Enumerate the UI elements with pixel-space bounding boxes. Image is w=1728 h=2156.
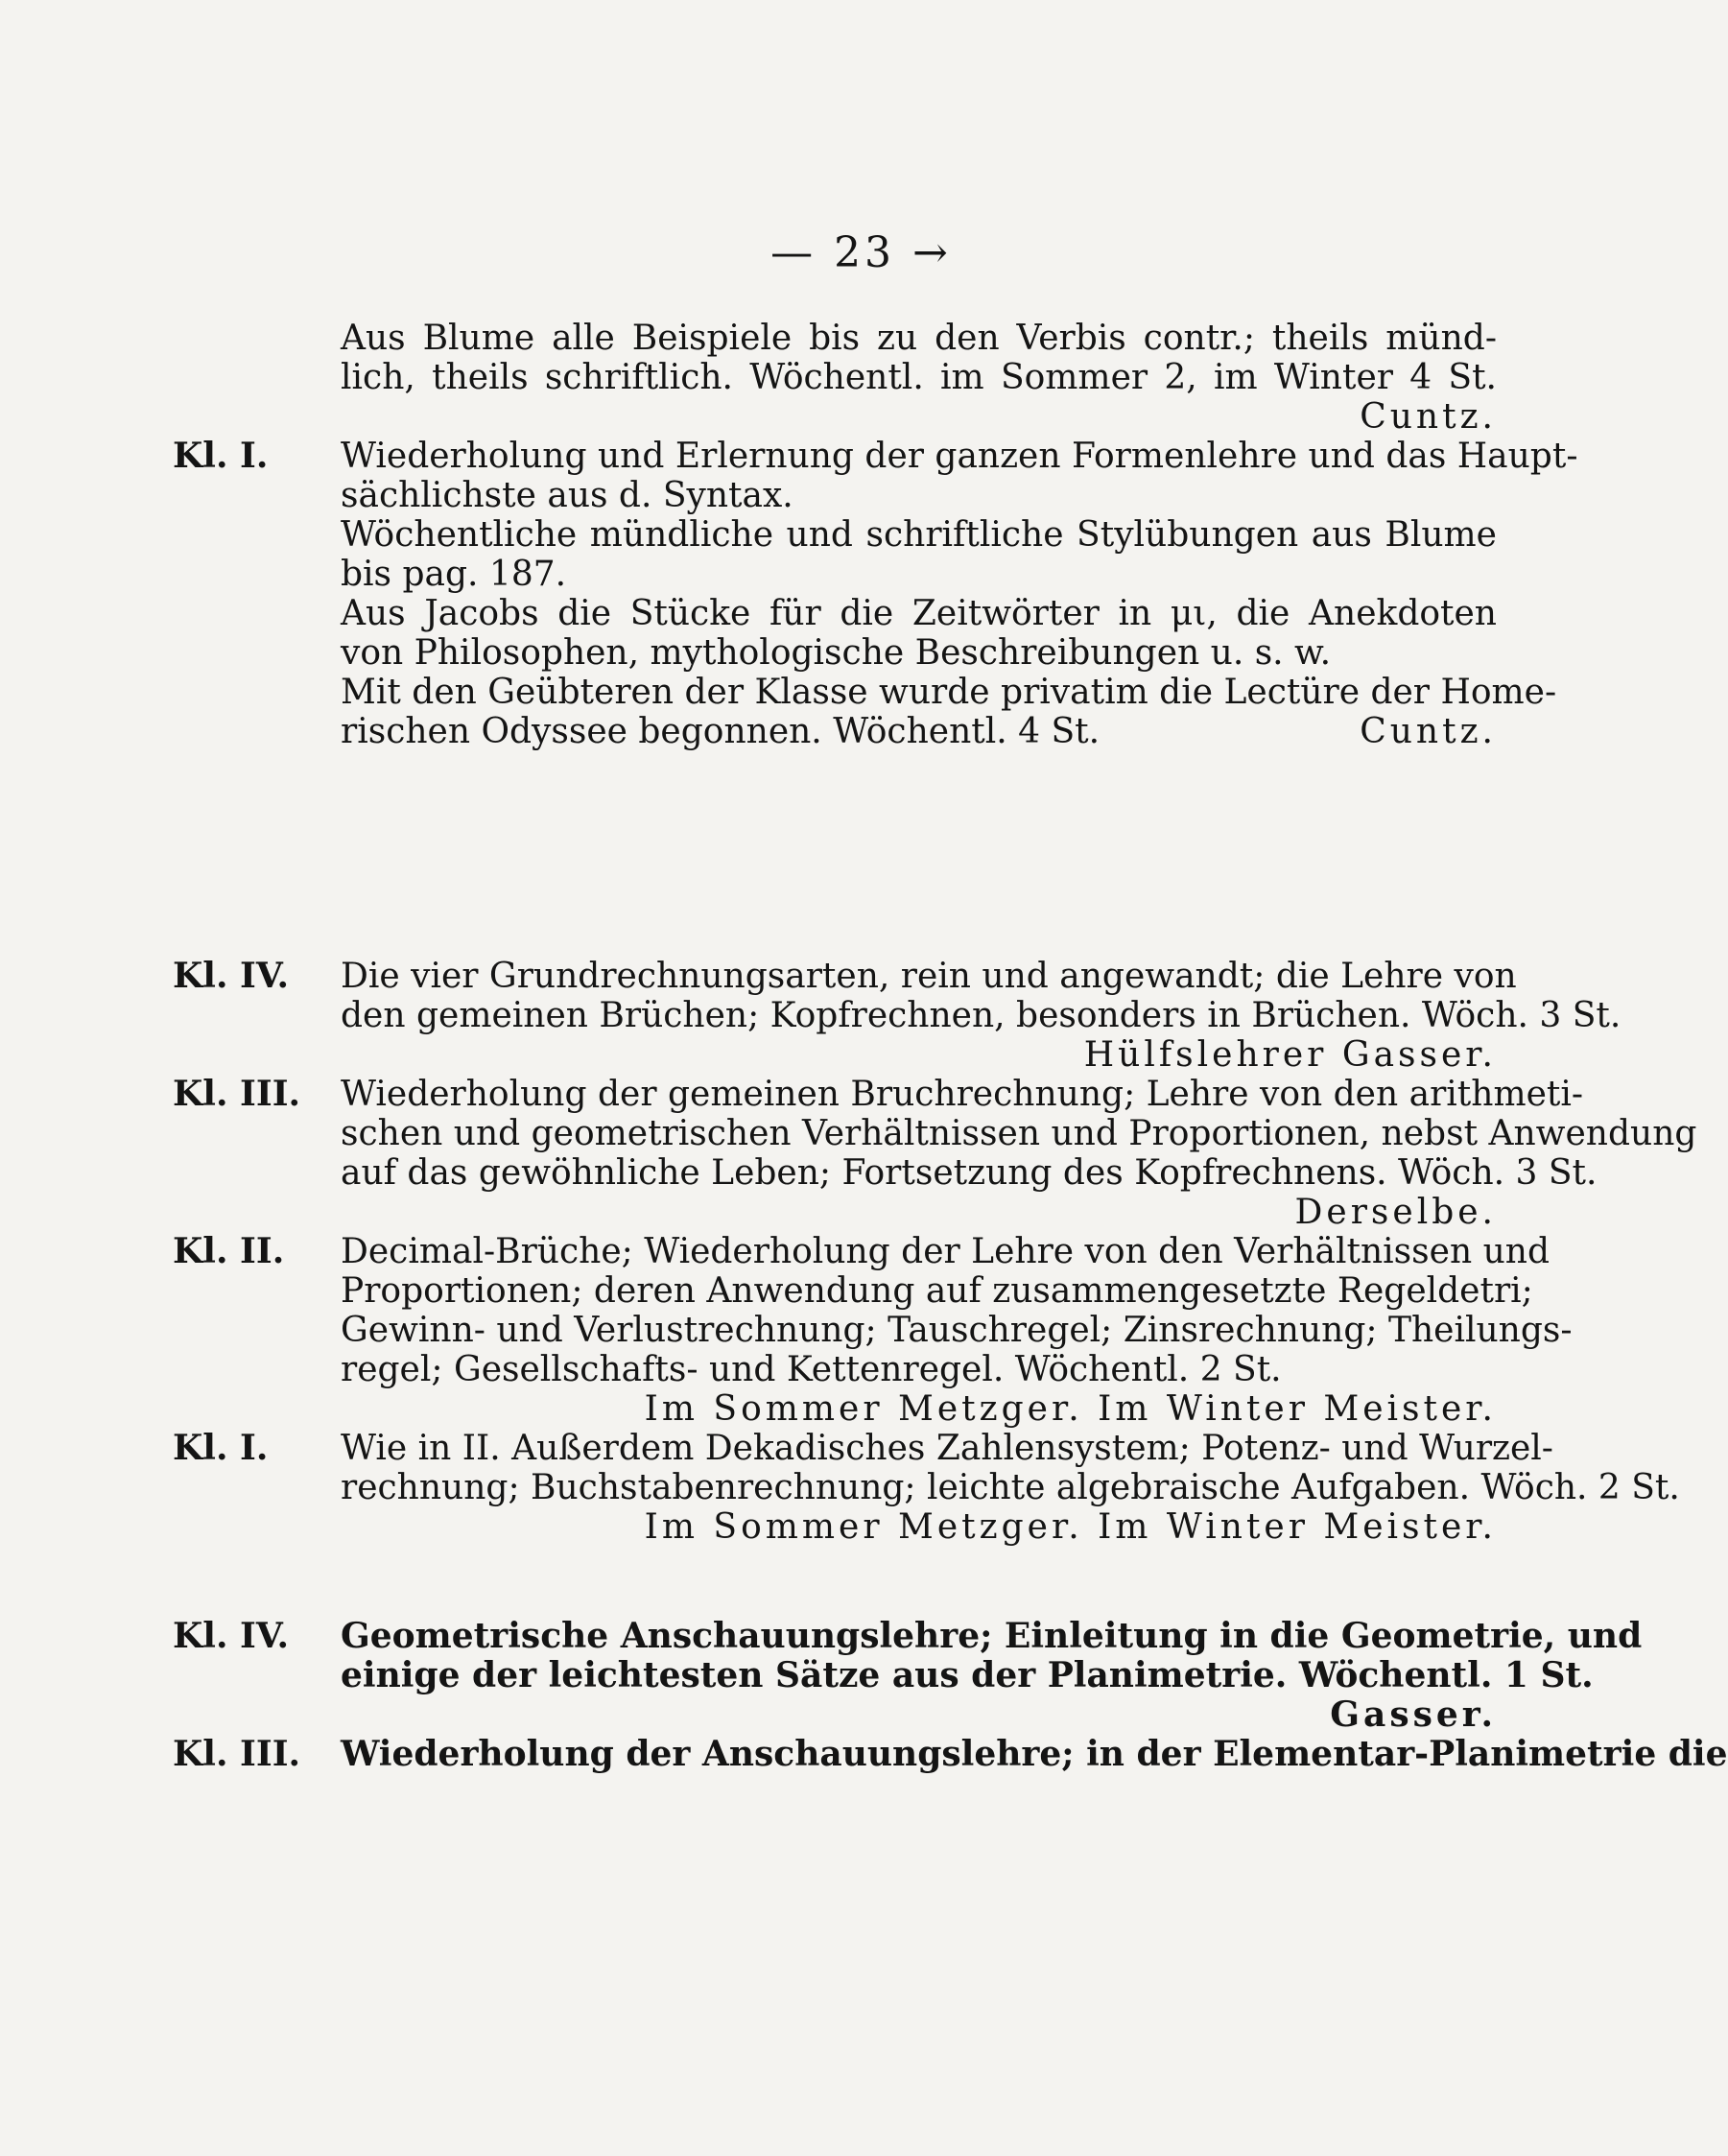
text-line: regel; Gesellschafts- und Kettenregel. Wöchentl. 2 St. — [341, 1350, 1282, 1389]
text-line: Proportionen; deren Anwendung auf zusammengesetzte Regeldetri; — [341, 1271, 1533, 1311]
text-line — [173, 1695, 1497, 1735]
text-line: rischen Odyssee begonnen. Wöchentl. 4 St. Cuntz. — [341, 712, 1497, 751]
text-line: von Philosophen, mythologische Beschreibungen u. s. w. — [341, 633, 1332, 673]
class-label: Kl. III. — [173, 1734, 301, 1774]
class-label: Kl. III. — [173, 1074, 301, 1114]
class-label: Kl. IV. — [173, 1616, 290, 1656]
class-entry: Kl. I. Wiederholung und Erlernung der ganzen Formenlehre und das Haupt- — [173, 436, 1578, 476]
text-line: einige der leichtesten Sätze aus der Planimetrie. Wöchentl. 1 St. — [341, 1655, 1594, 1695]
teacher-name: Derselbe. — [1294, 1193, 1497, 1232]
text-line — [173, 1389, 1497, 1429]
text-line — [173, 1035, 1497, 1075]
text-line: sächlichste aus d. Syntax. — [341, 476, 793, 515]
class-label: Kl. I. — [173, 436, 269, 476]
class-entry: Kl. IV. Geometrische Anschauungslehre; Einleitung in die Geometrie, und — [173, 1616, 1643, 1656]
text-line: den gemeinen Brüchen; Kopfrechnen, besonders in Brüchen. Wöch. 3 St. — [341, 996, 1621, 1035]
class-entry: Kl. IV. Die vier Grundrechnungsarten, rein und angewandt; die Lehre von — [173, 956, 1517, 996]
section-heading — [173, 778, 1497, 836]
teacher-name: Im Sommer Metzger. Im Winter Meister. — [644, 1389, 1497, 1429]
class-entry: Kl. III. Wiederholung der Anschauungslehre; in der Elementar-Planimetrie die — [173, 1734, 1728, 1774]
text-line — [173, 397, 1497, 437]
subsection-heading — [173, 849, 1497, 888]
teacher-name: Gasser. — [1330, 1694, 1497, 1735]
text-line: lich, theils schriftlich. Wöchentl. im Sommer 2, im Winter 4 St. — [341, 358, 1497, 397]
text-line: bis pag. 187. — [341, 555, 567, 594]
subsubsection-heading — [173, 1564, 1497, 1603]
text-line: Gewinn- und Verlustrechnung; Tauschregel; Zinsrechnung; Theilungs- — [341, 1311, 1573, 1350]
class-label: Kl. II. — [173, 1231, 285, 1271]
teacher-name: Cuntz. — [1360, 712, 1497, 751]
teacher-name: Im Sommer Metzger. Im Winter Meister. — [644, 1507, 1497, 1547]
text-line — [173, 1193, 1497, 1232]
teacher-name: Cuntz. — [1360, 397, 1497, 437]
text-line: Wöchentliche mündliche und schriftliche Stylübungen aus Blume — [341, 515, 1497, 555]
text-line: schen und geometrischen Verhältnissen und Proportionen, nebst Anwendung — [341, 1114, 1697, 1153]
text-line: Mit den Geübteren der Klasse wurde privatim die Lectüre der Home- — [341, 673, 1557, 712]
text-line: Aus Blume alle Beispiele bis zu den Verbis contr.; theils münd- — [341, 319, 1497, 358]
class-entry: Kl. I. Wie in II. Außerdem Dekadisches Zahlensystem; Potenz- und Wurzel- — [173, 1428, 1553, 1468]
class-entry: Kl. II. Decimal-Brüche; Wiederholung der Lehre von den Verhältnissen und — [173, 1231, 1550, 1271]
text-line — [173, 1507, 1497, 1547]
teacher-name: Hülfslehrer Gasser. — [1083, 1035, 1497, 1075]
class-label: Kl. IV. — [173, 956, 290, 996]
text-line: Aus Jacobs die Stücke für die Zeitwörter in μι, die Anekdoten — [341, 594, 1497, 633]
class-label: Kl. I. — [173, 1428, 269, 1468]
subsubsection-heading — [173, 904, 1497, 943]
text-line: rechnung; Buchstabenrechnung; leichte algebraische Aufgaben. Wöch. 2 St. — [341, 1468, 1680, 1507]
page-number: — 23 → — [770, 228, 952, 277]
text-line: auf das gewöhnliche Leben; Fortsetzung des Kopfrechnens. Wöch. 3 St. — [341, 1153, 1598, 1193]
body-text — [173, 319, 1728, 1774]
class-entry: Kl. III. Wiederholung der gemeinen Bruchrechnung; Lehre von den arithmeti- — [173, 1074, 1584, 1114]
